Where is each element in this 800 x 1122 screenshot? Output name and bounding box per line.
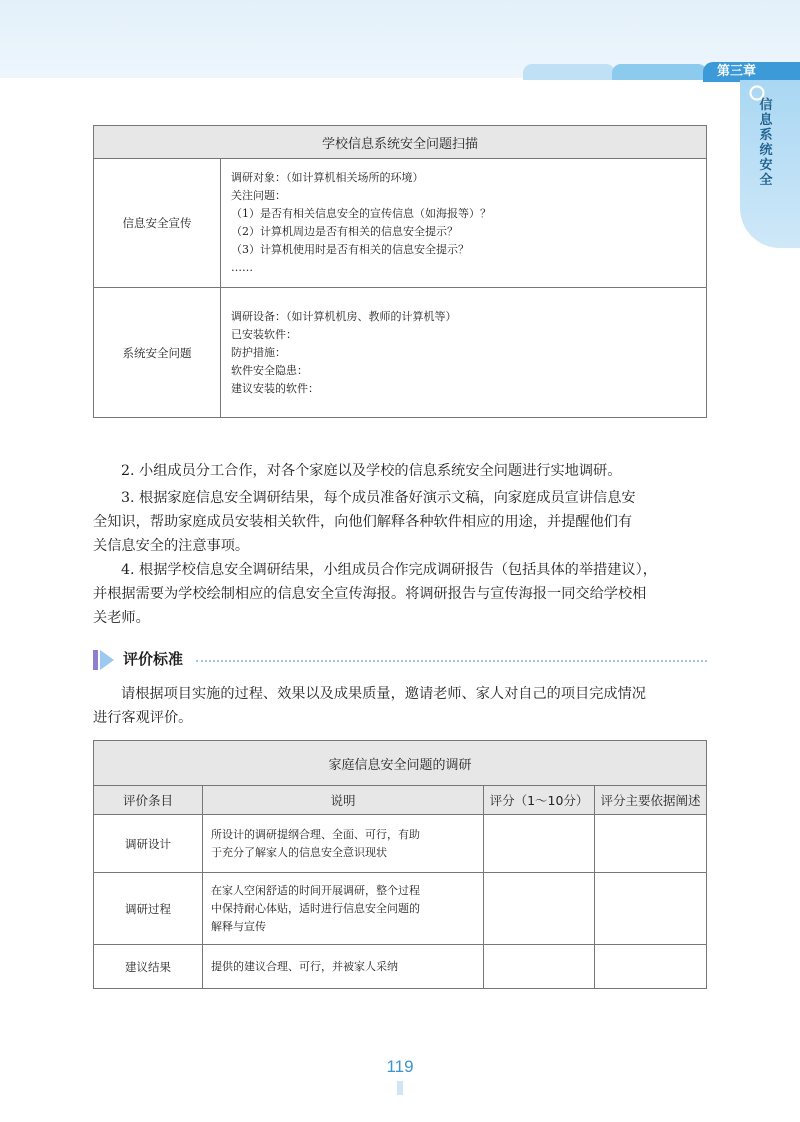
content-line: …… <box>231 261 253 274</box>
basis-cell <box>595 873 707 945</box>
score-cell <box>484 945 595 989</box>
evaluation-item: 调研设计 <box>94 815 203 873</box>
column-header: 评分（1～10分） <box>484 786 595 815</box>
page-number: 119 <box>386 1057 414 1076</box>
score-cell <box>484 873 595 945</box>
header-tab-decoration <box>612 64 707 80</box>
evaluation-table <box>93 740 707 989</box>
paragraph-line: 2. 小组成员分工合作，对各个家庭以及学校的信息系统安全问题进行实地调研。 <box>121 463 622 479</box>
table-row <box>94 873 707 945</box>
content-line: 已安装软件： <box>231 327 297 341</box>
table-row <box>94 288 707 418</box>
description-line: 于充分了解家人的信息安全意识现状 <box>211 845 387 859</box>
content-line: 建议安装的软件： <box>231 381 319 395</box>
content-line: 软件安全隐患： <box>231 363 308 377</box>
content-line: （1）是否有相关信息安全的宣传信息（如海报等）？ <box>231 207 491 220</box>
evaluation-item: 调研过程 <box>94 873 203 945</box>
step-2-paragraph <box>93 459 707 483</box>
column-header: 说明 <box>203 786 484 815</box>
row-content <box>221 159 707 288</box>
paragraph-line: 并根据需要为学校绘制相应的信息安全宣传海报。将调研报告与宣传海报一同交给学校相 <box>93 586 647 602</box>
paragraph-line: 进行客观评价。 <box>93 710 193 726</box>
section-title: 评价标准 <box>123 650 184 668</box>
description-line: 所设计的调研提纲合理、全面、可行，有助 <box>211 827 420 841</box>
header-tab-decoration <box>523 64 615 80</box>
description-line: 中保持耐心体贴，适时进行信息安全问题的 <box>211 901 420 915</box>
table-row <box>94 945 707 989</box>
side-title: 信息系统安全 <box>759 98 773 188</box>
page-number-bar <box>397 1081 403 1095</box>
paragraph-line: 全知识，帮助家庭成员安装相关软件，向他们解释各种软件相应的用途，并提醒他们有 <box>93 514 633 530</box>
paragraph-line: 请根据项目实施的过程、效果以及成果质量，邀请老师、家人对自己的项目完成情况 <box>121 686 646 702</box>
evaluation-intro <box>93 682 707 730</box>
chapter-label: 第三章 <box>703 62 800 82</box>
basis-cell <box>595 815 707 873</box>
content-line: 调研对象：（如计算机相关场所的环境） <box>231 171 424 184</box>
description-line: 提供的建议合理、可行，并被家人采纳 <box>211 959 398 973</box>
basis-cell <box>595 945 707 989</box>
paragraph-line: 4. 根据学校信息安全调研结果，小组成员合作完成调研报告（包括具体的举措建议）， <box>121 562 657 578</box>
description-line: 解释与宣传 <box>211 919 266 933</box>
step-3-paragraph <box>93 486 707 558</box>
table-row <box>94 815 707 873</box>
table-header-row <box>94 786 707 815</box>
paragraph-line: 关老师。 <box>93 610 150 626</box>
column-header: 评分主要依据阐述 <box>595 786 707 815</box>
evaluation-description <box>203 815 484 873</box>
table-title: 家庭信息安全问题的调研 <box>94 741 707 786</box>
column-header: 评价条目 <box>94 786 203 815</box>
evaluation-description <box>203 945 484 989</box>
score-cell <box>484 815 595 873</box>
dotted-divider <box>196 660 707 662</box>
content-line: 防护措施： <box>231 345 286 359</box>
step-4-paragraph <box>93 558 707 630</box>
description-line: 在家人空闲舒适的时间开展调研，整个过程 <box>211 883 420 897</box>
content-line: 关注问题： <box>231 189 286 202</box>
evaluation-description <box>203 873 484 945</box>
section-marker-icon <box>93 650 115 670</box>
content-line: （2）计算机周边是否有相关的信息安全提示？ <box>231 225 458 238</box>
evaluation-item: 建议结果 <box>94 945 203 989</box>
paragraph-line: 关信息安全的注意事项。 <box>93 538 250 554</box>
content-line: （3）计算机使用时是否有相关的信息安全提示？ <box>231 243 469 256</box>
table-row <box>94 159 707 288</box>
paragraph-line: 3. 根据家庭信息安全调研结果，每个成员准备好演示文稿，向家庭成员宣讲信息安 <box>121 490 636 506</box>
row-content <box>221 288 707 418</box>
school-security-scan-table <box>93 125 707 418</box>
table-title: 学校信息系统安全问题扫描 <box>94 126 707 159</box>
section-heading <box>93 647 707 671</box>
row-label: 信息安全宣传 <box>94 159 221 288</box>
content-line: 调研设备：（如计算机机房、教师的计算机等） <box>231 309 457 323</box>
row-label: 系统安全问题 <box>94 288 221 418</box>
